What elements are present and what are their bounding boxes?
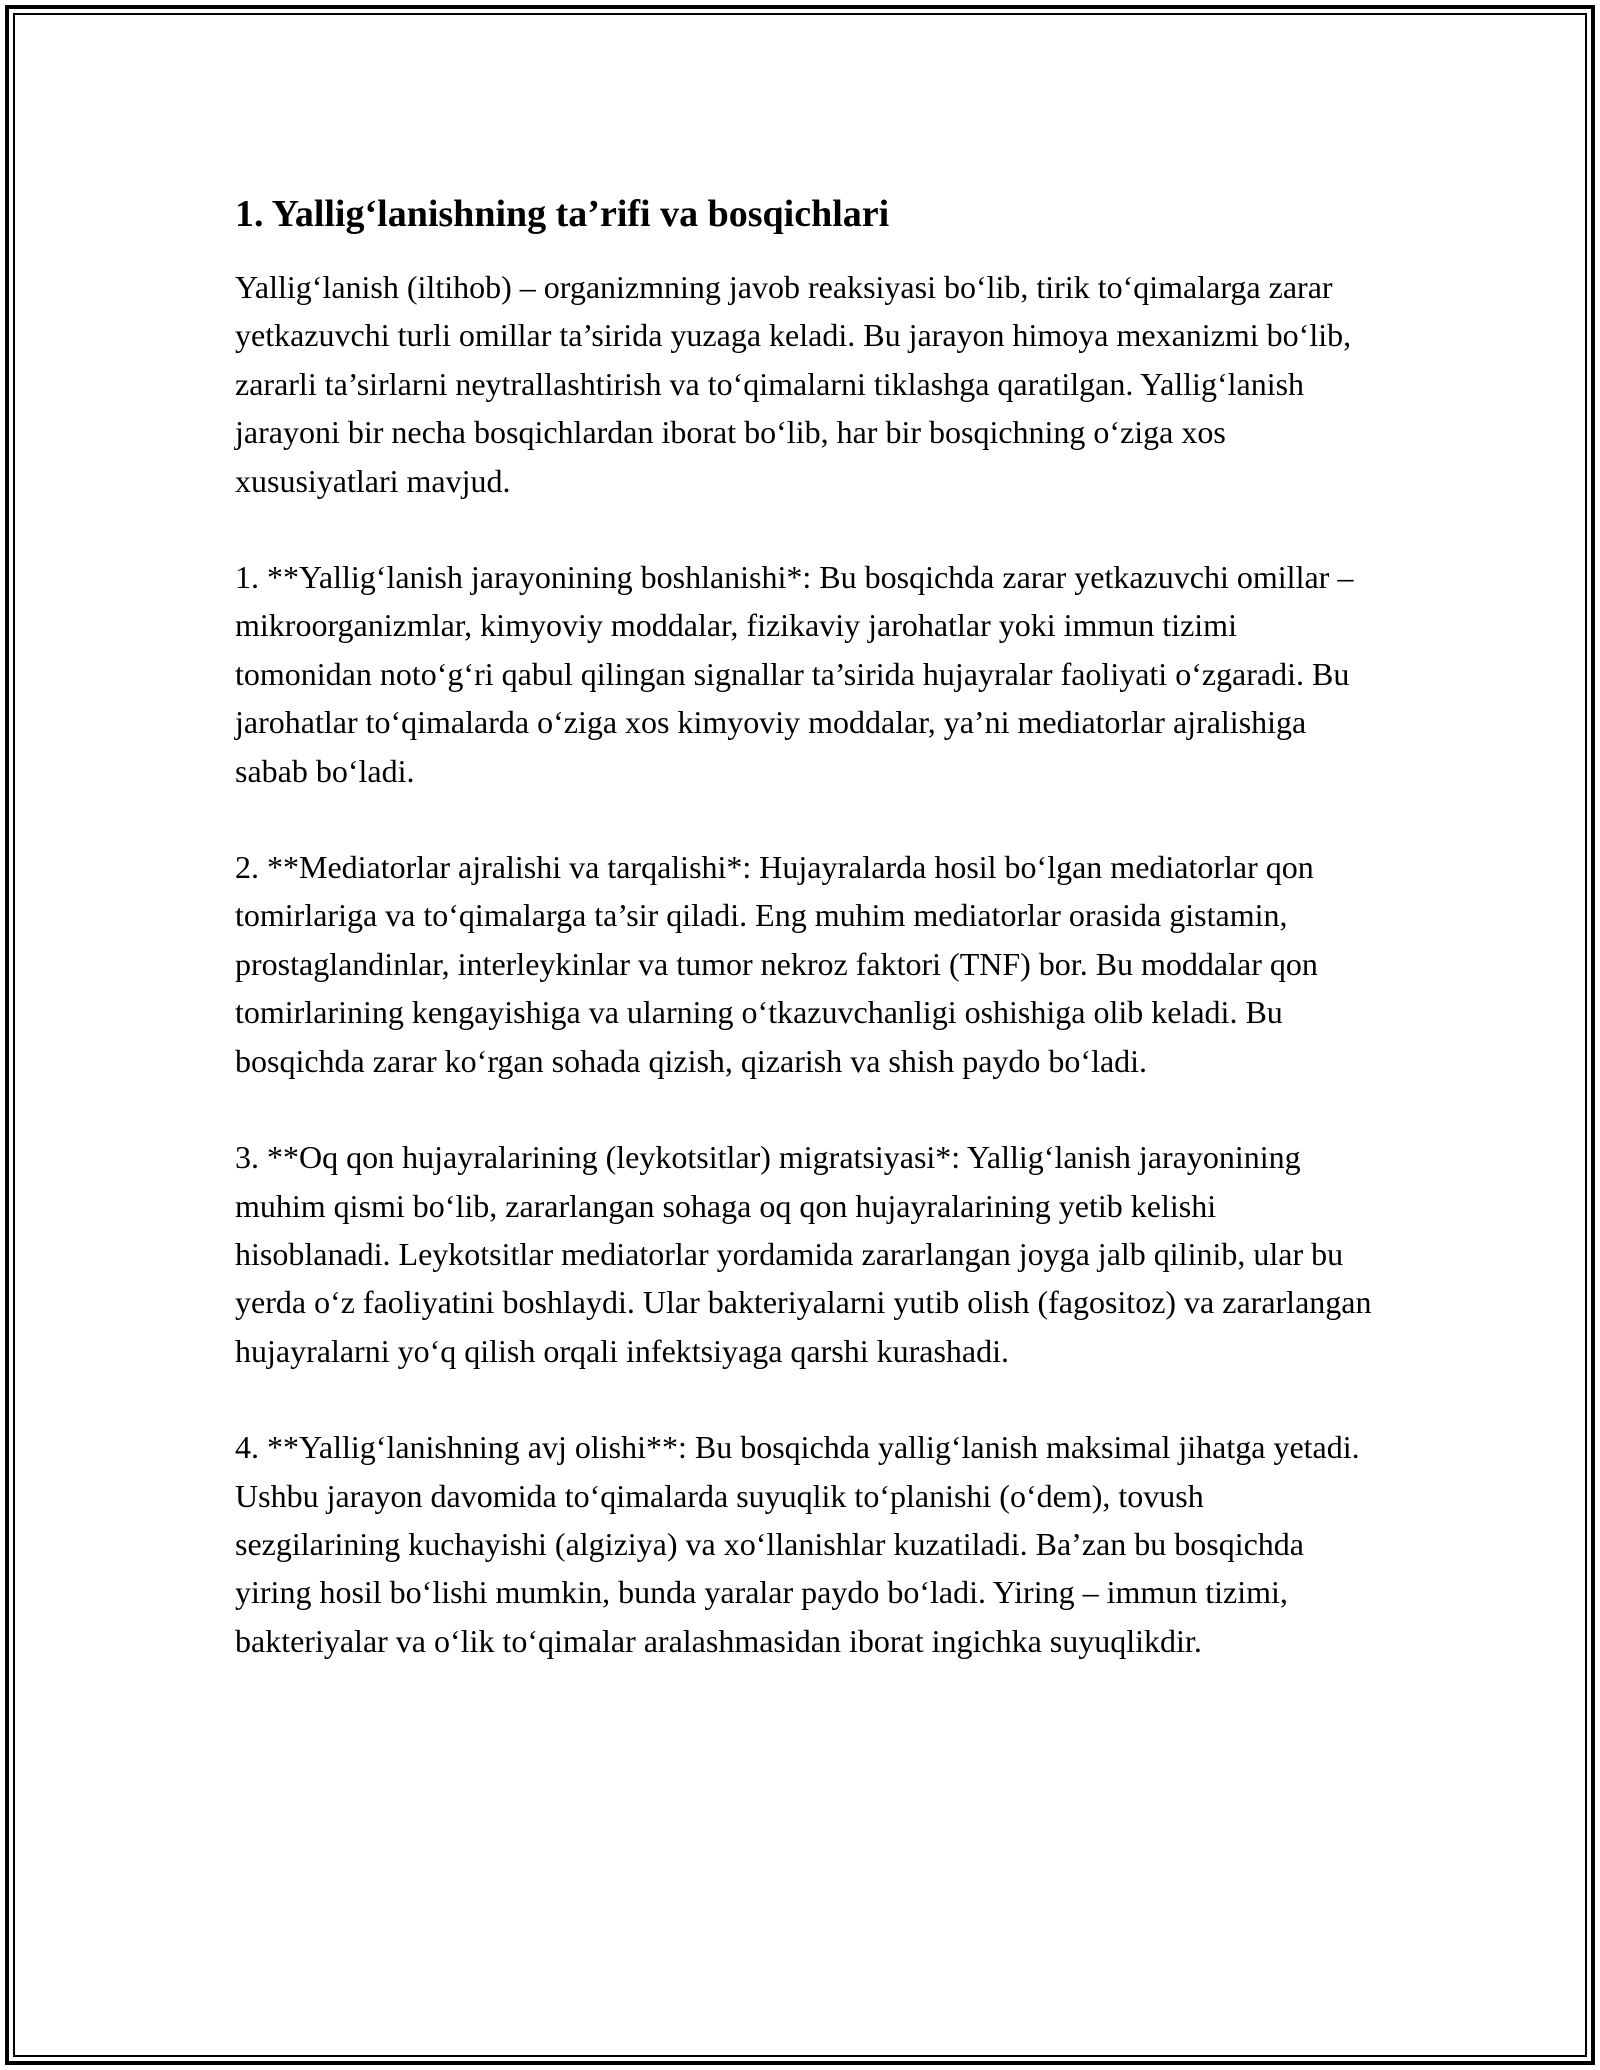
document-body <box>235 185 1375 1713</box>
stage-2-paragraph: 2. **Mediatorlar ajralishi va tarqalishi*: Hujayralarda hosil bo‘lgan mediatorlar qon tomirlariga va to‘qimalarga ta’sir qiladi. Eng muhim mediatorlar orasida gistamin, prostaglandinlar, interleykinlar va tumor nekroz faktori (TNF) bor. Bu moddalar qon tomirlarining kengayishiga va ularning o‘tkazuvchanligi oshishiga olib keladi. Bu bosqichda zarar ko‘rgan sohada qizish, qizarish va shish paydo bo‘ladi. <box>235 849 1318 1079</box>
stage-1-paragraph: 1. **Yallig‘lanish jarayonining boshlanishi*: Bu bosqichda zarar yetkazuvchi omillar – mikroorganizmlar, kimyoviy moddalar, fizikaviy jarohatlar yoki immun tizimi tomonidan noto‘g‘ri qabul qilingan signallar ta’sirida hujayralar faoliyati o‘zgaradi. Bu jarohatlar to‘qimalarda o‘ziga xos kimyoviy moddalar, ya’ni mediatorlar ajralishiga sabab bo‘ladi. <box>235 559 1354 789</box>
section-heading: 1. Yallig‘lanishning ta’rifi va bosqichlari <box>235 193 890 235</box>
stage-3-paragraph: 3. **Oq qon hujayralarining (leykotsitlar) migratsiyasi*: Yallig‘lanish jarayonining muhim qismi bo‘lib, zararlangan sohaga oq qon hujayralarining yetib kelishi hisoblanadi. Leykotsitlar mediatorlar yordamida zararlangan joyga jalb qilinib, ular bu yerda o‘z faoliyatini boshlaydi. Ular bakteriyalarni yutib olish (fagositoz) va zararlangan hujayralarni yo‘q qilish orqali infektsiyaga qarshi kurashadi. <box>235 1139 1372 1369</box>
stage-4-paragraph: 4. **Yallig‘lanishning avj olishi**: Bu bosqichda yallig‘lanish maksimal jihatga yetadi. Ushbu jarayon davomida to‘qimalarda suyuqlik to‘planishi (o‘dem), tovush sezgilarining kuchayishi (algiziya) va xo‘llanishlar kuzatiladi. Ba’zan bu bosqichda yiring hosil bo‘lishi mumkin, bunda yaralar paydo bo‘ladi. Yiring – immun tizimi, bakteriyalar va o‘lik to‘qimalar aralashmasidan iborat ingichka suyuqlikdir. <box>235 1429 1360 1659</box>
intro-paragraph: Yallig‘lanish (iltihob) – organizmning javob reaksiyasi bo‘lib, tirik to‘qimalarga zarar yetkazuvchi turli omillar ta’sirida yuzaga keladi. Bu jarayon himoya mexanizmi bo‘lib, zararli ta’sirlarni neytrallashtirish va to‘qimalarni tiklashga qaratilgan. Yallig‘lanish jarayoni bir necha bosqichlardan iborat bo‘lib, har bir bosqichning o‘ziga xos xususiyatlari mavjud. <box>235 269 1352 499</box>
